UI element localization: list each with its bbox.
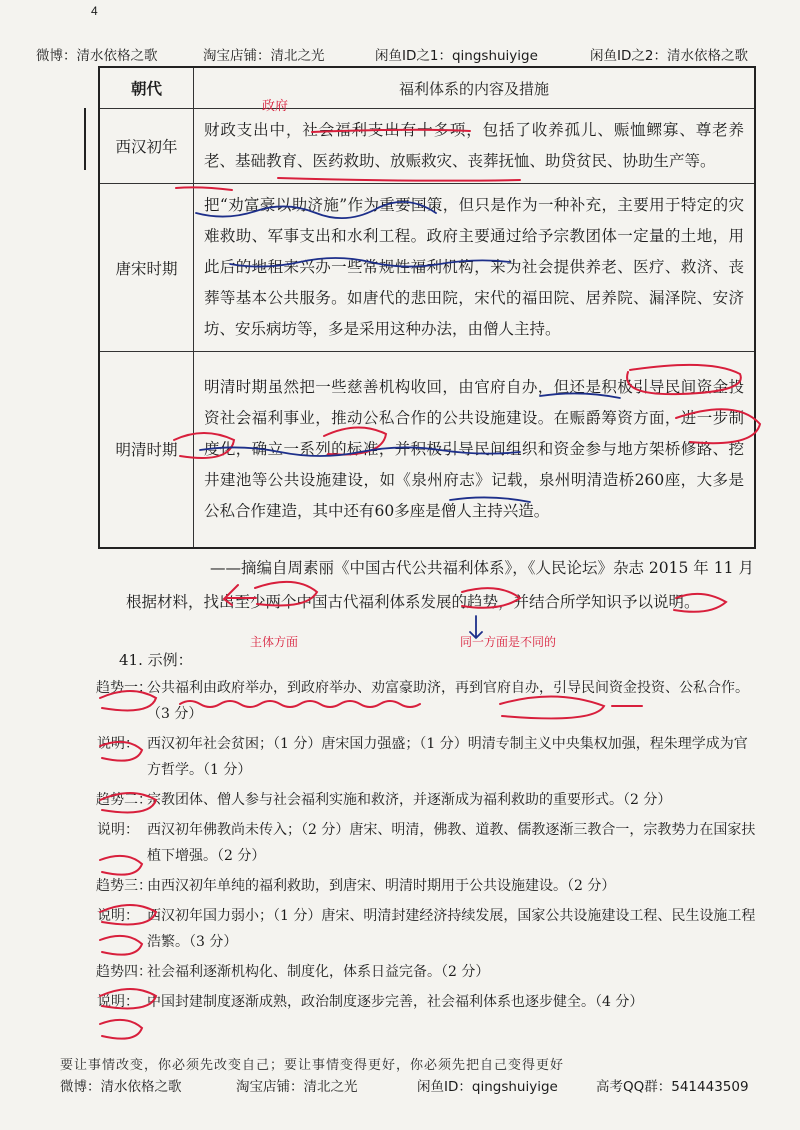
content-cell: 财政支出中，社会福利支出有十多项，包括了收养孤儿、赈恤鳏寡、尊老养老、基础教育、医药救助、放赈救灾、丧葬抚恤、助贷贫民、协助生产等。 [194, 109, 756, 184]
footer-weibo: 微博：清水依格之歌 [60, 1079, 182, 1095]
table-row [99, 184, 755, 352]
table-header-row [99, 67, 755, 109]
answer-item [97, 903, 757, 955]
answer-text: 中国封建制度逐渐成熟，政治制度逐步完善，社会福利体系也逐步健全。（4 分） [147, 994, 644, 1010]
answer-heading: 41. 示例： [119, 651, 193, 669]
question-text: 根据材料，找出至少两个中国古代福利体系发展的趋势，并结合所学知识予以说明。 [126, 593, 700, 611]
era-cell: 西汉初年 [99, 109, 194, 184]
answer-tag: 说明： [97, 908, 139, 924]
answer-text: 由西汉初年单纯的福利救助，到唐宋、明清时期用于公共设施建设。（2 分） [147, 878, 616, 894]
margin-bar [84, 108, 86, 170]
answer-item [97, 817, 757, 869]
footer-xianyu: 闲鱼ID：qingshuiyige [417, 1079, 558, 1095]
header-xianyu-1: 闲鱼ID之1：qingshuiyige [375, 48, 538, 64]
answer-item [97, 989, 757, 1015]
era-cell: 明清时期 [99, 352, 194, 548]
answer-text: 社会福利逐渐机构化、制度化，体系日益完备。（2 分） [147, 964, 490, 980]
header-weibo: 微博：清水依格之歌 [36, 48, 158, 64]
col-header-content: 福利体系的内容及措施 [194, 67, 756, 109]
answer-tag: 说明： [97, 822, 139, 838]
answer-item [97, 873, 757, 899]
answer-text: 西汉初年佛教尚未传入；（2 分）唐宋、明清，佛教、道教、儒教逐渐三教合一，宗教势力在国家扶植下增强。（2 分） [147, 822, 756, 864]
answer-section [97, 647, 757, 1015]
page-number: 4 [91, 4, 98, 18]
answer-tag: 说明： [97, 736, 139, 752]
answer-text: 西汉初年社会贫困；（1 分）唐宋国力强盛；（1 分）明清专制主义中央集权加强，程朱理学成为官方哲学。（1 分） [147, 736, 748, 778]
answer-tag: 趋势一： [96, 680, 152, 696]
answer-item [97, 787, 757, 813]
welfare-table [98, 66, 756, 549]
content-cell: 把“劝富豪以助济施”作为重要国策，但只是作为一种补充，主要用于特定的灾难救助、军事支出和水利工程。政府主要通过给予宗教团体一定量的土地，用此后的地租来兴办一些常规性福利机构，来为社会提供养老、医疗、救济、丧葬等基本公共服务。如唐代的悲田院，宋代的福田院、居养院、漏泽院、安济坊、安乐病坊等，多是采用这种办法，由僧人主持。 [194, 184, 756, 352]
ink-note-right: 同一方面是不同的 [460, 635, 557, 649]
answer-text: 公共福利由政府举办，到政府举办、劝富豪助济，再到官府自办，引导民间资金投资、公私合作。（3 分） [147, 680, 749, 722]
col-header-era: 朝代 [99, 67, 194, 109]
source-citation: ——摘编自周素丽《中国古代公共福利体系》，《人民论坛》杂志 2015 年 11 月 [210, 559, 754, 577]
answer-text: 西汉初年国力弱小；（1 分）唐宋、明清封建经济持续发展，国家公共设施建设工程、民生设施工程浩繁。（3 分） [147, 908, 756, 950]
table-row [99, 109, 755, 184]
answer-tag: 趋势二： [96, 792, 152, 808]
table-row [99, 352, 755, 548]
answer-tag: 趋势三： [96, 878, 152, 894]
ink-circle [100, 1020, 142, 1039]
answer-text: 宗教团体、僧人参与社会福利实施和救济，并逐渐成为福利救助的重要形式。（2 分） [147, 792, 672, 808]
answer-item [97, 959, 757, 985]
ink-arrow-blue [470, 616, 482, 638]
answer-item [97, 731, 757, 783]
footer-qq: 高考QQ群：541443509 [596, 1079, 749, 1095]
content-cell: 明清时期虽然把一些慈善机构收回，由官府自办，但还是积极引导民间资金投资社会福利事业，推动公私合作的公共设施建设。在赈爵筹资方面，进一步制度化，确立一系列的标准，并积极引导民间组织和资金参与地方架桥修路、挖井建池等公共设施建设，如《泉州府志》记载，泉州明清造桥260座，大多是公私合作建造，其中还有60多座是僧人主持兴造。 [194, 352, 756, 548]
ink-note-left: 主体方面 [250, 635, 299, 649]
footer-slogan: 要让事情改变，你必须先改变自己；要让事情变得更好，你必须先把自己变得更好 [60, 1058, 565, 1073]
ink-note-row1: 政府 [262, 99, 289, 114]
answer-tag: 趋势四： [96, 964, 152, 980]
header-taobao: 淘宝店铺：清北之光 [203, 48, 325, 64]
answer-item [97, 675, 757, 727]
answer-tag: 说明： [97, 994, 139, 1010]
header-xianyu-2: 闲鱼ID之2：清水依格之歌 [590, 48, 748, 64]
footer-taobao: 淘宝店铺：清北之光 [236, 1079, 358, 1095]
era-cell: 唐宋时期 [99, 184, 194, 352]
